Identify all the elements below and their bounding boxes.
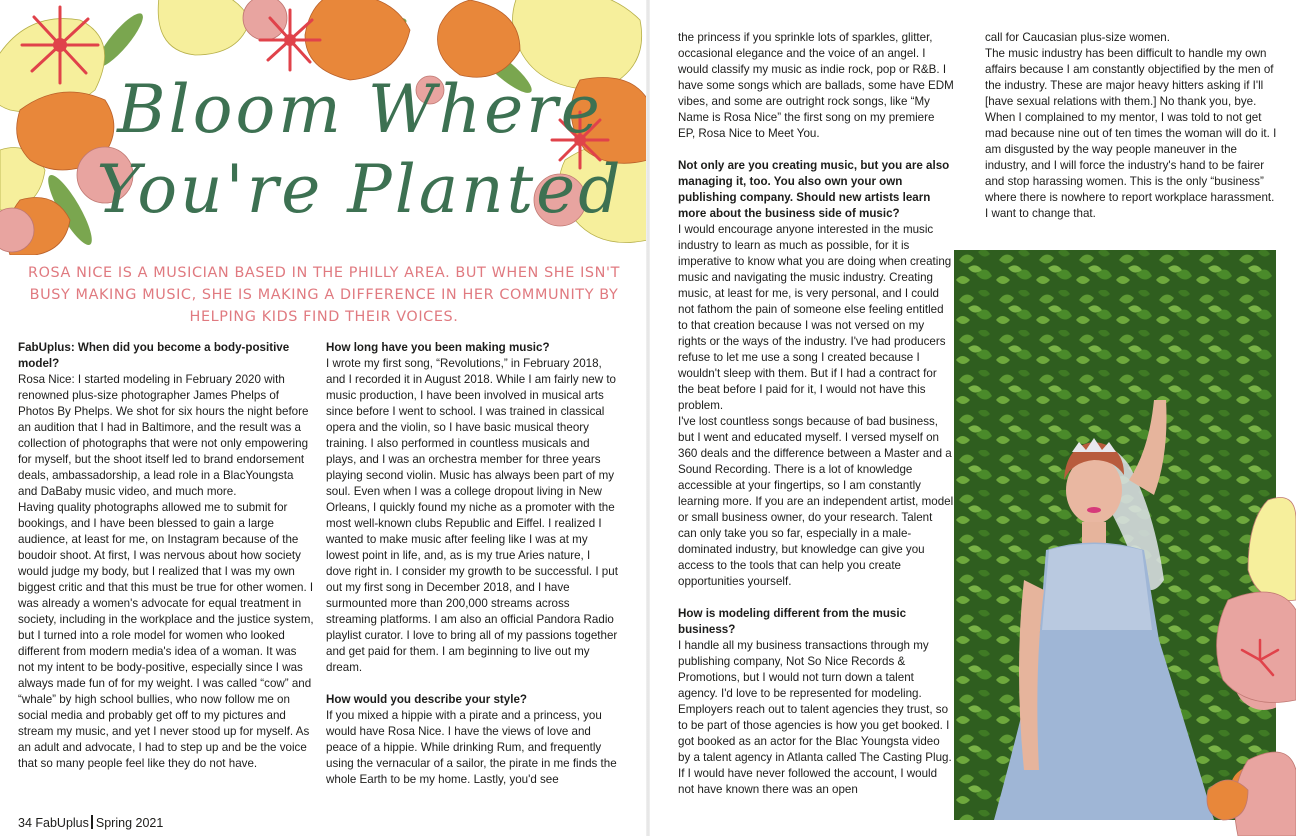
interview-question: FabUplus: When did you become a body-positive model? (18, 341, 290, 370)
paragraph-gap (678, 142, 954, 158)
article-title-line1: Bloom Where (117, 71, 603, 148)
article-title (80, 70, 640, 230)
text-column-3 (678, 30, 954, 798)
paragraph-gap (678, 590, 954, 606)
interview-question: How is modeling different from the music business? (678, 607, 907, 636)
interview-question: How long have you been making music? (326, 341, 550, 354)
interview-question: Not only are you creating music, but you are also managing it, too. You also own your own publishing company. Should new artists learn more about the business side of music? (678, 159, 950, 220)
body-paragraph: the princess if you sprinkle lots of sparkles, glitter, occasional elegance and the voice of an angel. I would classify my music as indie rock, pop or R&B. I have some songs which are ballads, some have EDM vibes, and some are outright rock songs, like “My Name is Rosa Nice” the first song on my premiere EP, Rosa Nice to Meet You. (678, 31, 954, 140)
footer-divider (91, 815, 93, 829)
page-number: 34 (18, 816, 32, 830)
article-title-line2: You're Planted (96, 151, 624, 228)
body-paragraph: If you mixed a hippie with a pirate and a princess, you would have Rosa Nice. I have the views of love and peace of a hippie. While drinking Rum, and frequently using the vernacular of a sailor, the pirate in me finds the whole Earth to be my home. Lastly, you'd see (326, 709, 617, 786)
body-paragraph: call for Caucasian plus-size women. (985, 31, 1170, 44)
issue-date: Spring 2021 (95, 816, 164, 830)
body-paragraph: The music industry has been difficult to handle my own affairs because I am constantly objectified by the men of the industry. These are major heavy hitters asking if I'll [have sexual relations with them.] No thank you, bye. When I complained to my mentor, I was told to not get mad because nine out of ten times the woman will do it. I am disgusted by the way people maneuver in the industry, and I will force the industry's hand to be fairer and stop harassing women. This is the only “business” where there is nowhere to report workplace harassment. I want to change that. (985, 47, 1277, 220)
body-paragraph: I would encourage anyone interested in the music industry to learn as much as possible, for it is imperative to know what you are doing when creating music and navigating the music industry. Creating music, at least for me, is very personal, and I could not fathom the pain of someone else feeling entitled to that creation because I was not versed on my rights or the ways of the industry. I've had producers refuse to let me use a song I created because I wouldn't sleep with them. But if I had a contract for the beat before I paid for it, I would not have this problem. (678, 223, 952, 412)
body-paragraph: I've lost countless songs because of bad business, but I went and educated myself. I versed myself on 360 deals and the difference between a Master and a Sound Recording. There is a lot of knowledge accessible at your fingertips, so I am constantly learning more. If you are an independent artist, model or small business owner, do your research. Talent can only take you so far, especially in a male-dominated industry, but knowledge can give you access to the tools that can help you create opportunities yourself. (678, 415, 954, 588)
magazine-name: FabUplus (35, 816, 89, 830)
page-footer (18, 815, 163, 831)
text-column-2 (326, 340, 618, 788)
paragraph-gap (326, 676, 618, 692)
body-paragraph: I handle all my business transactions through my publishing company, Not So Nice Records & Promotions, but I would not turn down a talent agency. I'd love to be represented for modeling. Employers reach out to talent agencies they trust, so to be part of those agencies is how you get booked. I got booked as an actor for the Blac Youngsta video by a talent agency in Atlanta called The Casting Plug. If I would have never followed the account, I would not have known there was an open (678, 639, 952, 796)
portrait-photo (954, 250, 1276, 820)
body-paragraph: Having quality photographs allowed me to submit for bookings, and I have been blessed to gain a large audience, at least for me, on Instagram because of the boudoir shoot. At first, I was nervous about how society would judge my body, but I realized that I was my own biggest critic and that this must be true for other women. I was already a women's advocate for equal treatment in society, including in the workplace and the justice system, but I turned into a role model for women who looked different from modern media's idea of a woman. It was not my intent to be body-positive, especially since I was always made fun of for my weight. I was called “cow” and “whale” by high school bullies, who now follow me on social media and probably get off to my pictures and stream my music, and yet I never stood up for myself. As an adult and advocate, I had to step up and be the voice that so many people feel like they do not have. (18, 501, 314, 770)
right-page (648, 0, 1296, 836)
interview-question: How would you describe your style? (326, 693, 527, 706)
body-paragraph: I wrote my first song, “Revolutions,” in February 2018, and I recorded it in August 2018. While I am fairly new to music production, I have been involved in musical arts since before I went to school. I was trained in classical opera and the violin, so I have basic musical theory training. I also performed in countless musicals and plays, and I was an orchestra member for three years playing second violin. Music has always been part of my soul. Even when I was a college dropout living in New Orleans, I quickly found my niche as a promoter with the most well-known clubs Republic and Eiffel. I realized I wanted to make music after feeling like I was at my lowest point in life, and, as is my true Aries nature, I dove right in. I consider my growth to be successful. I put out my first song in December 2018, and I have surmounted more than 200,000 streams across streaming platforms. I am also an official Pandora Radio playlist curator. I love to bring all of my passions together and get paid for them. I am beginning to live out my dream. (326, 357, 618, 674)
body-paragraph: Rosa Nice: I started modeling in February 2020 with renowned plus-size photographer James Phelps of Photos By Phelps. We shot for six hours the night before an audition that I had in Baltimore, and the result was a collection of photographs that were not only empowering for myself, but the shoot itself led to brand endorsement deals, ambassadorship, a lead role in a BlacYoungsta and DaBaby music video, and much more. (18, 373, 309, 498)
article-deck: ROSA NICE IS A MUSICIAN BASED IN THE PHILLY AREA. BUT WHEN SHE ISN'T BUSY MAKING MUSIC, SHE IS MAKING A DIFFERENCE IN HER COMMUNITY BY HELPING KIDS FIND THEIR VOICES. (28, 265, 620, 325)
text-column-1 (18, 340, 314, 772)
text-column-4 (985, 30, 1277, 222)
